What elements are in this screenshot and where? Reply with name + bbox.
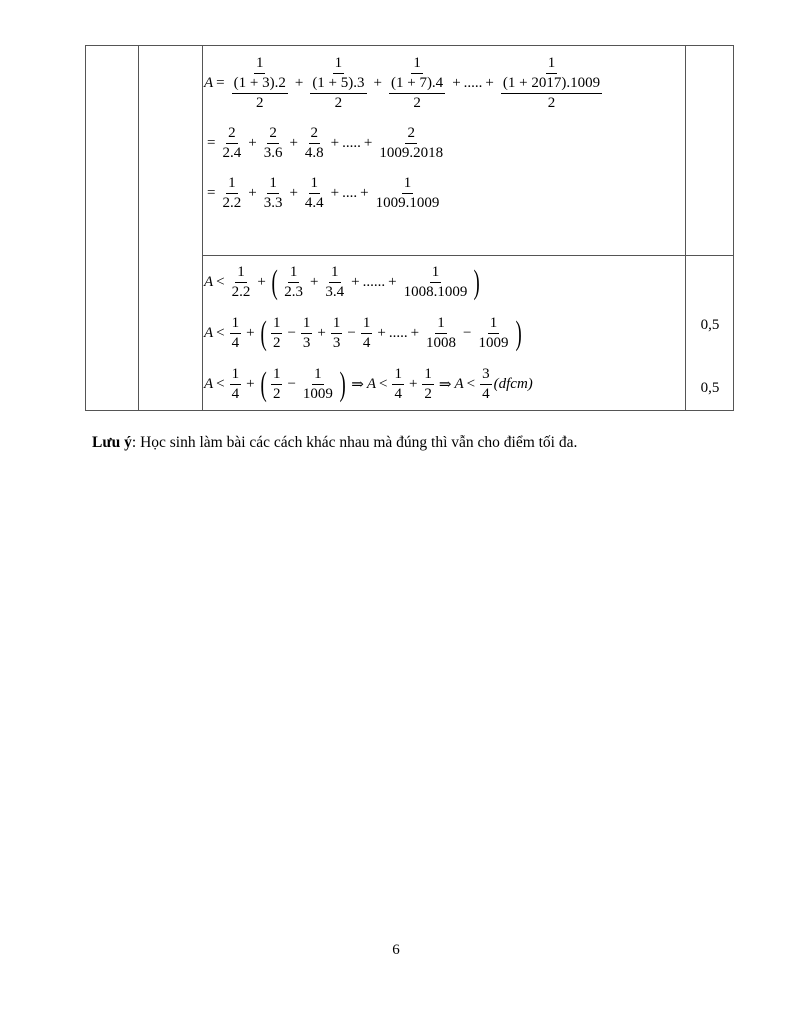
numerator: 2 [267,124,279,144]
denominator: 4 [231,335,240,351]
fraction [303,174,326,213]
denominator: 4 [231,386,240,402]
var-a: A [204,325,214,341]
plus: + [289,134,298,151]
equation-line-1 [204,48,684,118]
inequality-line-3 [204,359,684,410]
plus: + [246,376,255,392]
fraction [422,365,434,404]
fraction [387,54,447,113]
denominator: 1008 [426,335,457,351]
fraction [301,314,313,353]
denominator: 2.4 [222,144,242,161]
table-row-divider [202,255,734,256]
minus: − [287,325,296,341]
fraction [230,54,290,113]
numerator: 1 [329,263,341,283]
numerator: 1 [267,174,279,194]
fraction [220,124,243,163]
minus: − [463,325,472,341]
plus: + [246,325,255,341]
numerator: 1 [309,174,321,194]
plus: + [330,134,340,151]
table-border-right [733,45,734,411]
dfcm-label: (dfcm) [493,376,533,392]
less-than: < [216,274,225,290]
denominator: 4.4 [304,194,324,211]
numerator: 1 [435,314,447,334]
denominator: 1009.2018 [379,144,444,161]
note-label: Lưu ý [92,434,132,451]
fraction [303,124,326,163]
fraction [480,365,492,404]
implies-arrow: ⇒ [438,377,452,393]
plus: + [485,74,494,91]
denominator: 2.2 [231,284,251,300]
inequality-line-1 [204,257,684,308]
numerator: 2 [405,124,417,144]
plus: + [294,74,304,91]
answer-table [85,45,734,411]
denominator: 2 [272,386,281,402]
numerator: 1 [402,174,414,194]
plus: + [363,134,373,151]
plus: + [388,274,397,290]
fraction [402,263,470,302]
note-text: : Học sinh làm bài các cách khác nhau mà đúng thì vẫn cho điểm tối đa. [131,434,578,451]
denominator: 1008.1009 [403,284,468,300]
inner-denominator: 2 [413,94,421,111]
plus: + [377,325,386,341]
right-paren: ) [473,263,481,301]
fraction [392,365,404,404]
ellipsis: ..... [463,74,483,91]
fraction [262,174,285,213]
numerator: 1 [230,365,242,385]
numerator: 2 [226,124,238,144]
fraction [361,314,373,353]
left-paren: ( [271,263,278,301]
less-than: < [216,325,225,341]
numerator: 1 [488,314,500,334]
plus: + [360,184,369,201]
numerator: 1 [288,263,300,283]
equation-line-2 [204,118,684,168]
inner-numerator: (1 + 3).2 [232,74,288,94]
plus: + [373,74,382,91]
right-paren: ) [339,365,346,403]
numerator: 1 [361,314,373,334]
fraction [230,365,242,404]
denominator: 3.4 [325,284,345,300]
denominator: 4 [362,335,371,351]
plus: + [330,184,340,201]
plus: + [248,184,257,201]
left-paren: ( [260,314,267,352]
var-a: A [454,376,464,392]
fraction [374,174,442,213]
equals: = [207,134,216,151]
fraction [282,263,305,302]
table-border-left [85,45,86,411]
fraction [271,365,283,404]
equals: = [207,184,216,201]
numerator: 1 [411,54,423,74]
denominator [387,74,447,113]
var-a: A [204,274,214,290]
denominator [230,74,290,113]
plus: + [248,134,257,151]
fraction [477,314,511,353]
inequality-line-2 [204,308,684,359]
solution-cell-2 [204,257,684,410]
denominator: 1009 [478,335,509,351]
denominator: 3.6 [263,144,283,161]
inner-numerator: (1 + 5).3 [310,74,366,94]
numerator: 1 [333,54,345,74]
fraction [424,314,458,353]
fraction [230,314,242,353]
numerator: 1 [271,314,283,334]
inner-numerator: (1 + 7).4 [389,74,445,94]
table-divider-2 [202,45,203,411]
denominator: 3 [332,335,341,351]
less-than: < [378,376,388,392]
denominator [499,74,604,113]
numerator: 1 [226,174,238,194]
numerator: 1 [230,314,242,334]
table-divider-1 [138,45,139,411]
fraction [262,124,285,163]
fraction [323,263,346,302]
minus: − [347,325,356,341]
inner-denominator: 2 [547,94,556,111]
ellipsis: ...... [362,274,386,290]
numerator: 1 [271,365,283,385]
ellipsis: ..... [388,325,408,341]
var-a: A [204,74,214,91]
numerator: 1 [546,54,558,74]
plus: + [309,274,319,290]
score-cell-1: 0,5 [700,317,720,333]
note-paragraph [92,434,577,452]
fraction [377,124,445,163]
minus: − [287,376,296,392]
denominator: 2.3 [284,284,303,300]
fraction [230,263,253,302]
equals: = [216,74,225,91]
denominator: 4 [482,386,490,402]
plus: + [408,376,418,392]
denominator: 4 [394,386,402,402]
equation-line-3 [204,168,684,218]
plus: + [317,325,326,341]
page-number: 6 [392,942,400,958]
ellipsis: .... [342,184,358,201]
numerator: 1 [301,314,313,334]
var-a: A [366,376,376,392]
denominator: 4.8 [304,144,324,161]
denominator: 3 [302,335,311,351]
inner-denominator: 2 [255,94,264,111]
less-than: < [466,376,476,392]
denominator: 1009.1009 [375,194,440,211]
implies-arrow: ⇒ [351,377,364,393]
numerator: 3 [480,365,492,385]
numerator: 1 [422,365,434,385]
denominator: 2 [272,335,281,351]
fraction [308,54,368,113]
numerator: 1 [430,263,442,283]
less-than: < [216,376,225,392]
plus: + [452,74,461,91]
inner-denominator: 2 [334,94,343,111]
score-cell-2: 0,5 [700,380,720,396]
right-paren: ) [515,314,522,352]
numerator: 1 [235,263,247,283]
numerator: 1 [392,365,404,385]
ellipsis: ..... [342,134,361,151]
denominator: 2.2 [222,194,242,211]
inner-numerator: (1 + 2017).1009 [501,74,602,94]
fraction [301,365,335,404]
denominator: 3.3 [263,194,283,211]
numerator: 1 [254,54,266,74]
var-a: A [204,376,214,392]
plus: + [289,184,298,201]
plus: + [410,325,420,341]
fraction [499,54,604,113]
denominator: 2 [424,386,432,402]
plus: + [257,274,266,290]
fraction [331,314,343,353]
solution-cell-1 [204,48,684,218]
table-border-bottom [85,410,734,411]
numerator: 1 [331,314,343,334]
table-divider-3 [685,45,686,411]
left-paren: ( [260,365,267,403]
fraction [220,174,243,213]
numerator: 1 [312,365,324,385]
plus: + [351,274,360,290]
table-border-top [85,45,734,46]
numerator: 2 [309,124,321,144]
denominator: 1009 [302,386,333,402]
fraction [271,314,283,353]
denominator [308,74,368,113]
